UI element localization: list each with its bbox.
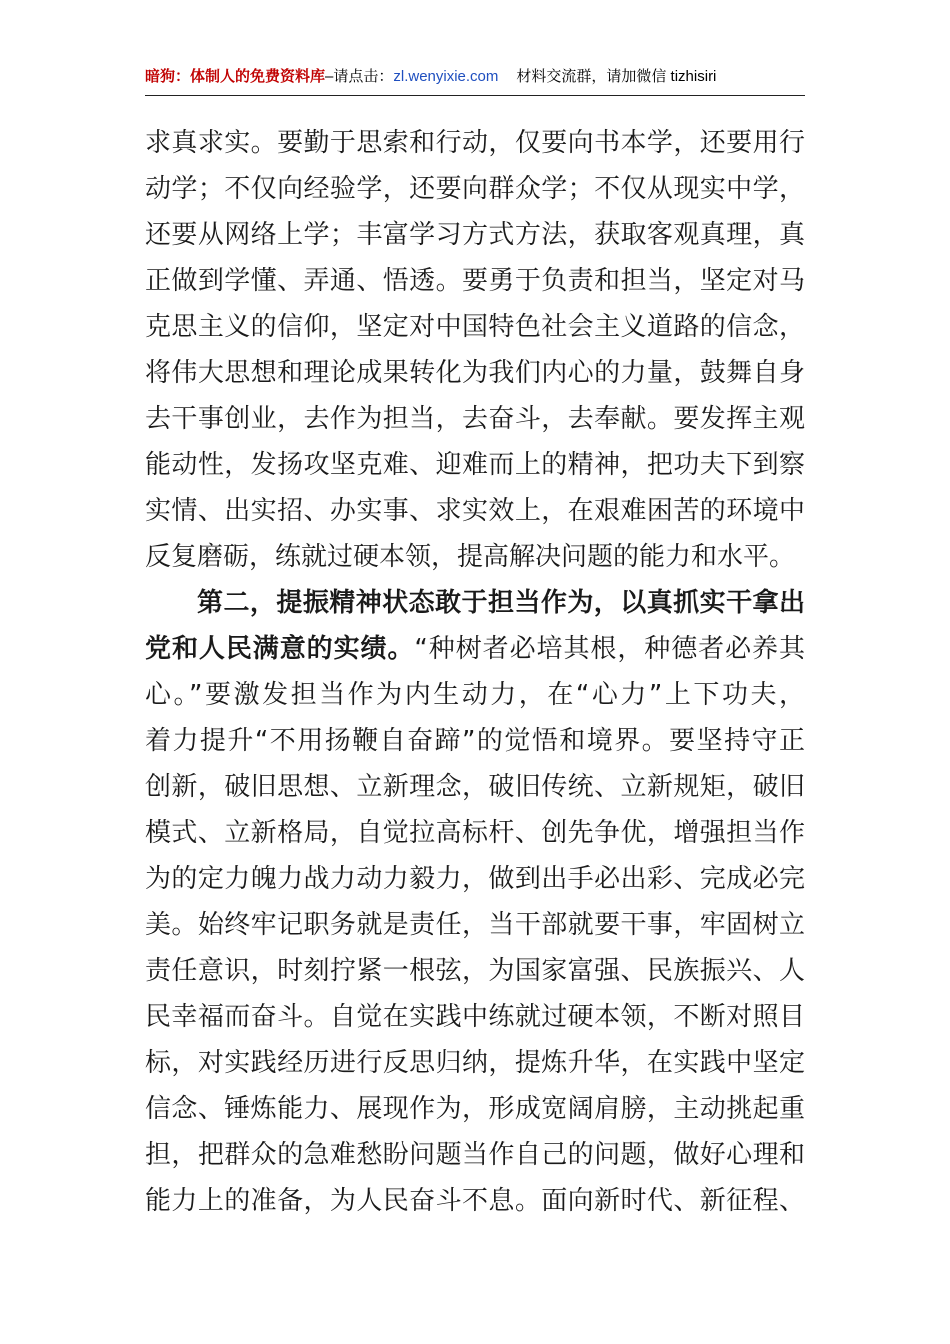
section-heading: 第二，提振精神状态敢于担当作为，以真抓实干拿出 (197, 588, 805, 618)
text-line: 责任意识，时刻拧紧一根弦，为国家富强、民族振兴、人 (145, 956, 805, 986)
header-brand: 暗狗：体制人的免费资料库 (145, 68, 326, 85)
section-heading-continued (145, 626, 805, 672)
text-line: 心。”要激发担当作为内生动力，在“心力”上下功夫， (145, 680, 805, 710)
text-line: 还要从网络上学；丰富学习方式方法，获取客观真理，真 (145, 220, 805, 250)
text-line: 反复磨砺，练就过硬本领，提高解决问题的能力和水平。 (145, 542, 796, 572)
text-line: 能动性，发扬攻坚克难、迎难而上的精神，把功夫下到察 (145, 450, 805, 480)
text-line: 着力提升“不用扬鞭自奋蹄”的觉悟和境界。要坚持守正 (145, 726, 805, 756)
document-body (145, 120, 805, 1224)
header-group-note: 材料交流群，请加微信 tizhisiri (516, 68, 717, 85)
text-line: 信念、锤炼能力、展现作为，形成宽阔肩膀，主动挑起重 (145, 1094, 805, 1124)
text-line: 求真求实。要勤于思索和行动，仅要向书本学，还要用行 (145, 128, 805, 158)
header-divider (145, 95, 805, 96)
header-prompt: –请点击： (325, 68, 394, 85)
text-line: 美。始终牢记职务就是责任，当干部就要干事，牢固树立 (145, 910, 805, 940)
text-line: 去干事创业，去作为担当，去奋斗，去奉献。要发挥主观 (145, 404, 805, 434)
text-line: 担，把群众的急难愁盼问题当作自己的问题，做好心理和 (145, 1140, 805, 1170)
text-line: 正做到学懂、弄通、悟透。要勇于负责和担当，坚定对马 (145, 266, 805, 296)
text-line: 将伟大思想和理论成果转化为我们内心的力量，鼓舞自身 (145, 358, 805, 388)
text-line: 实情、出实招、办实事、求实效上，在艰难困苦的环境中 (145, 496, 805, 526)
text-line: 模式、立新格局，自觉拉高标杆、创先争优，增强担当作 (145, 818, 805, 848)
page-header (145, 66, 805, 88)
text-line: 能力上的准备，为人民奋斗不息。面向新时代、新征程、 (145, 1186, 805, 1216)
section-heading-end: 党和人民满意的实绩。 (145, 634, 415, 664)
text-line: 动学；不仅向经验学，还要向群众学；不仅从现实中学， (145, 174, 805, 204)
text-line: 克思主义的信仰，坚定对中国特色社会主义道路的信念， (145, 312, 805, 342)
text-line: 标，对实践经历进行反思归纳，提炼升华，在实践中坚定 (145, 1048, 805, 1078)
header-url-link[interactable]: zl.wenyixie.com (393, 68, 499, 85)
quote-start: “种树者必培其根，种德者必养其 (414, 634, 805, 664)
text-line: 为的定力魄力战力动力毅力，做到出手必出彩、完成必完 (145, 864, 805, 894)
text-line: 民幸福而奋斗。自觉在实践中练就过硬本领，不断对照目 (145, 1002, 805, 1032)
text-line: 创新，破旧思想、立新理念，破旧传统、立新规矩，破旧 (145, 772, 805, 802)
